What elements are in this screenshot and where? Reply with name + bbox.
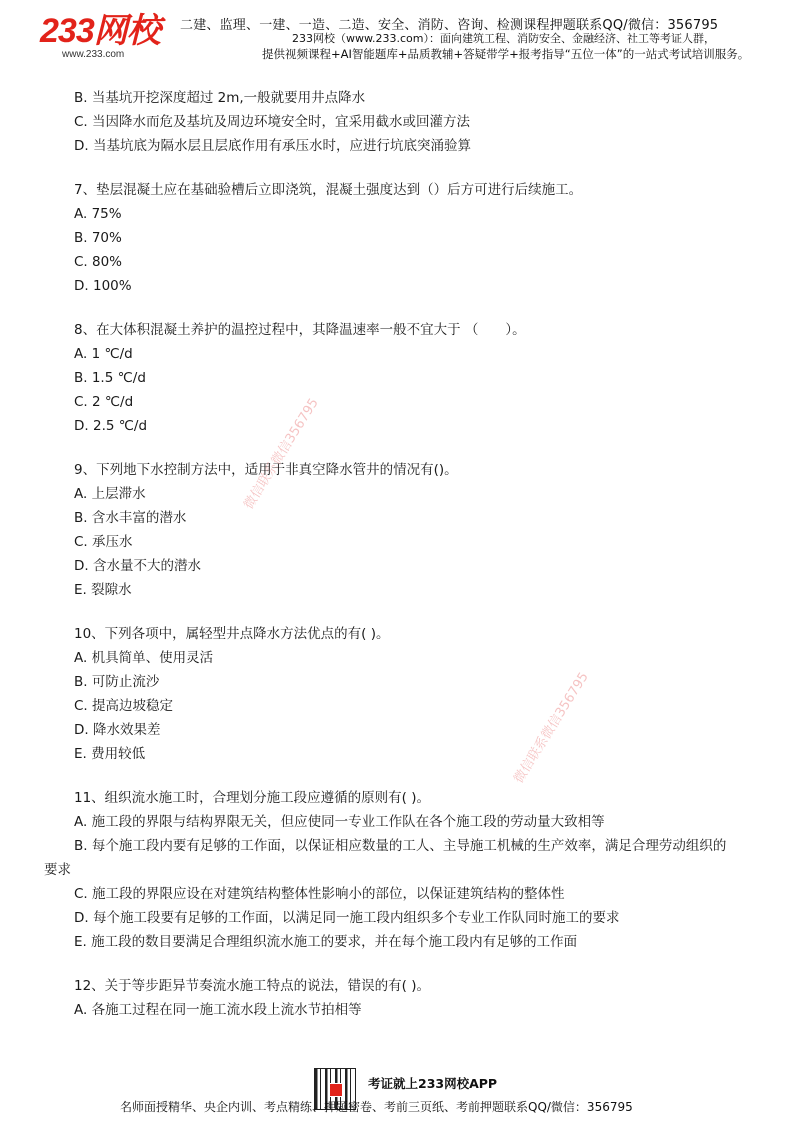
question-stem: 11、组织流水施工时，合理划分施工段应遵循的原则有( )。: [74, 790, 431, 806]
option: C. 当因降水而危及基坑及周边环境安全时，宜采用截水或回灌方法: [74, 114, 471, 130]
option: B. 可防止流沙: [74, 674, 160, 690]
question-stem: 9、下列地下水控制方法中，适用于非真空降水管井的情况有()。: [74, 462, 458, 478]
question-11: [44, 786, 764, 954]
option: B. 1.5 ℃/d: [74, 370, 146, 386]
qr-logo-icon: [329, 1083, 343, 1097]
header-contact-line: 二建、监理、一建、一造、二造、安全、消防、咨询、检测课程押题联系QQ/微信：356795: [180, 18, 719, 33]
question-12: [74, 974, 764, 1022]
question-list: [44, 86, 764, 1022]
option: E. 施工段的数目要满足合理组织流水施工的要求，并在每个施工段内有足够的工作面: [74, 934, 578, 950]
question-7: [74, 178, 764, 298]
watermark: 微信联系微信356795: [511, 669, 592, 787]
option: D. 每个施工段要有足够的工作面，以满足同一施工段内组织多个专业工作队同时施工的要求: [74, 910, 620, 926]
option: D. 当基坑底为隔水层且层底作用有承压水时，应进行坑底突涌验算: [74, 138, 471, 154]
option: C. 施工段的界限应设在对建筑结构整体性影响小的部位，以保证建筑结构的整体性: [74, 886, 565, 902]
option: D. 2.5 ℃/d: [74, 418, 148, 434]
option: A. 机具简单、使用灵活: [74, 650, 214, 666]
logo-text: 233网校: [40, 12, 160, 50]
question-stem: 10、下列各项中，属轻型井点降水方法优点的有( )。: [74, 626, 390, 642]
option: B. 每个施工段内要有足够的工作面，以保证相应数量的工人、主导施工机械的生产效率，满足合理劳动组织的: [74, 838, 727, 854]
option-continuation: 要求: [44, 862, 71, 878]
option: D. 含水量不大的潜水: [74, 558, 201, 574]
watermark: 微信联系微信356795: [241, 395, 322, 513]
option: E. 裂隙水: [74, 582, 132, 598]
option: C. 提高边坡稳定: [74, 698, 174, 714]
site-logo[interactable]: [40, 14, 170, 64]
option: A. 1 ℃/d: [74, 346, 133, 362]
question-8: [74, 318, 764, 438]
question-stem: 8、在大体积混凝土养护的温控过程中，其降温速率一般不宜大于 （ ）。: [74, 322, 526, 338]
option: B. 当基坑开挖深度超过 2m,一般就要用井点降水: [74, 90, 366, 106]
option: B. 70%: [74, 230, 122, 246]
option: C. 80%: [74, 254, 123, 270]
option: C. 2 ℃/d: [74, 394, 134, 410]
footer-contact-line: 名师面授精华、央企内训、考点精练、押题密卷、考前三页纸、考前押题联系QQ/微信：356795: [120, 1100, 633, 1114]
option: D. 100%: [74, 278, 132, 294]
option: A. 上层滞水: [74, 486, 146, 502]
option: E. 费用较低: [74, 746, 146, 762]
option: A. 各施工过程在同一施工流水段上流水节拍相等: [74, 1002, 362, 1018]
header-intro-line: 233网校（www.233.com）：面向建筑工程、消防安全、金融经济、社工等考证人群，: [292, 32, 715, 45]
option: D. 降水效果差: [74, 722, 161, 738]
option: B. 含水丰富的潜水: [74, 510, 187, 526]
app-promo-text: 考证就上233网校APP: [368, 1076, 498, 1091]
question-stem: 7、垫层混凝土应在基础验槽后立即浇筑，混凝土强度达到（）后方可进行后续施工。: [74, 182, 583, 198]
option: C. 承压水: [74, 534, 133, 550]
question-9: [74, 458, 764, 602]
header-services-line: 提供视频课程+AI智能题库+品质教辅+答疑带学+报考指导“五位一体”的一站式考试培训服务。: [262, 47, 750, 61]
question-10: [74, 622, 764, 766]
question-stem: 12、关于等步距异节奏流水施工特点的说法，错误的有( )。: [74, 978, 431, 994]
option: A. 施工段的界限与结构界限无关，但应使同一专业工作队在各个施工段的劳动量大致相等: [74, 814, 605, 830]
question-6-tail: [74, 86, 764, 158]
option: A. 75%: [74, 206, 122, 222]
page-footer: [0, 1066, 800, 1126]
logo-url: www.233.com: [62, 49, 125, 60]
page-header: [0, 0, 800, 70]
